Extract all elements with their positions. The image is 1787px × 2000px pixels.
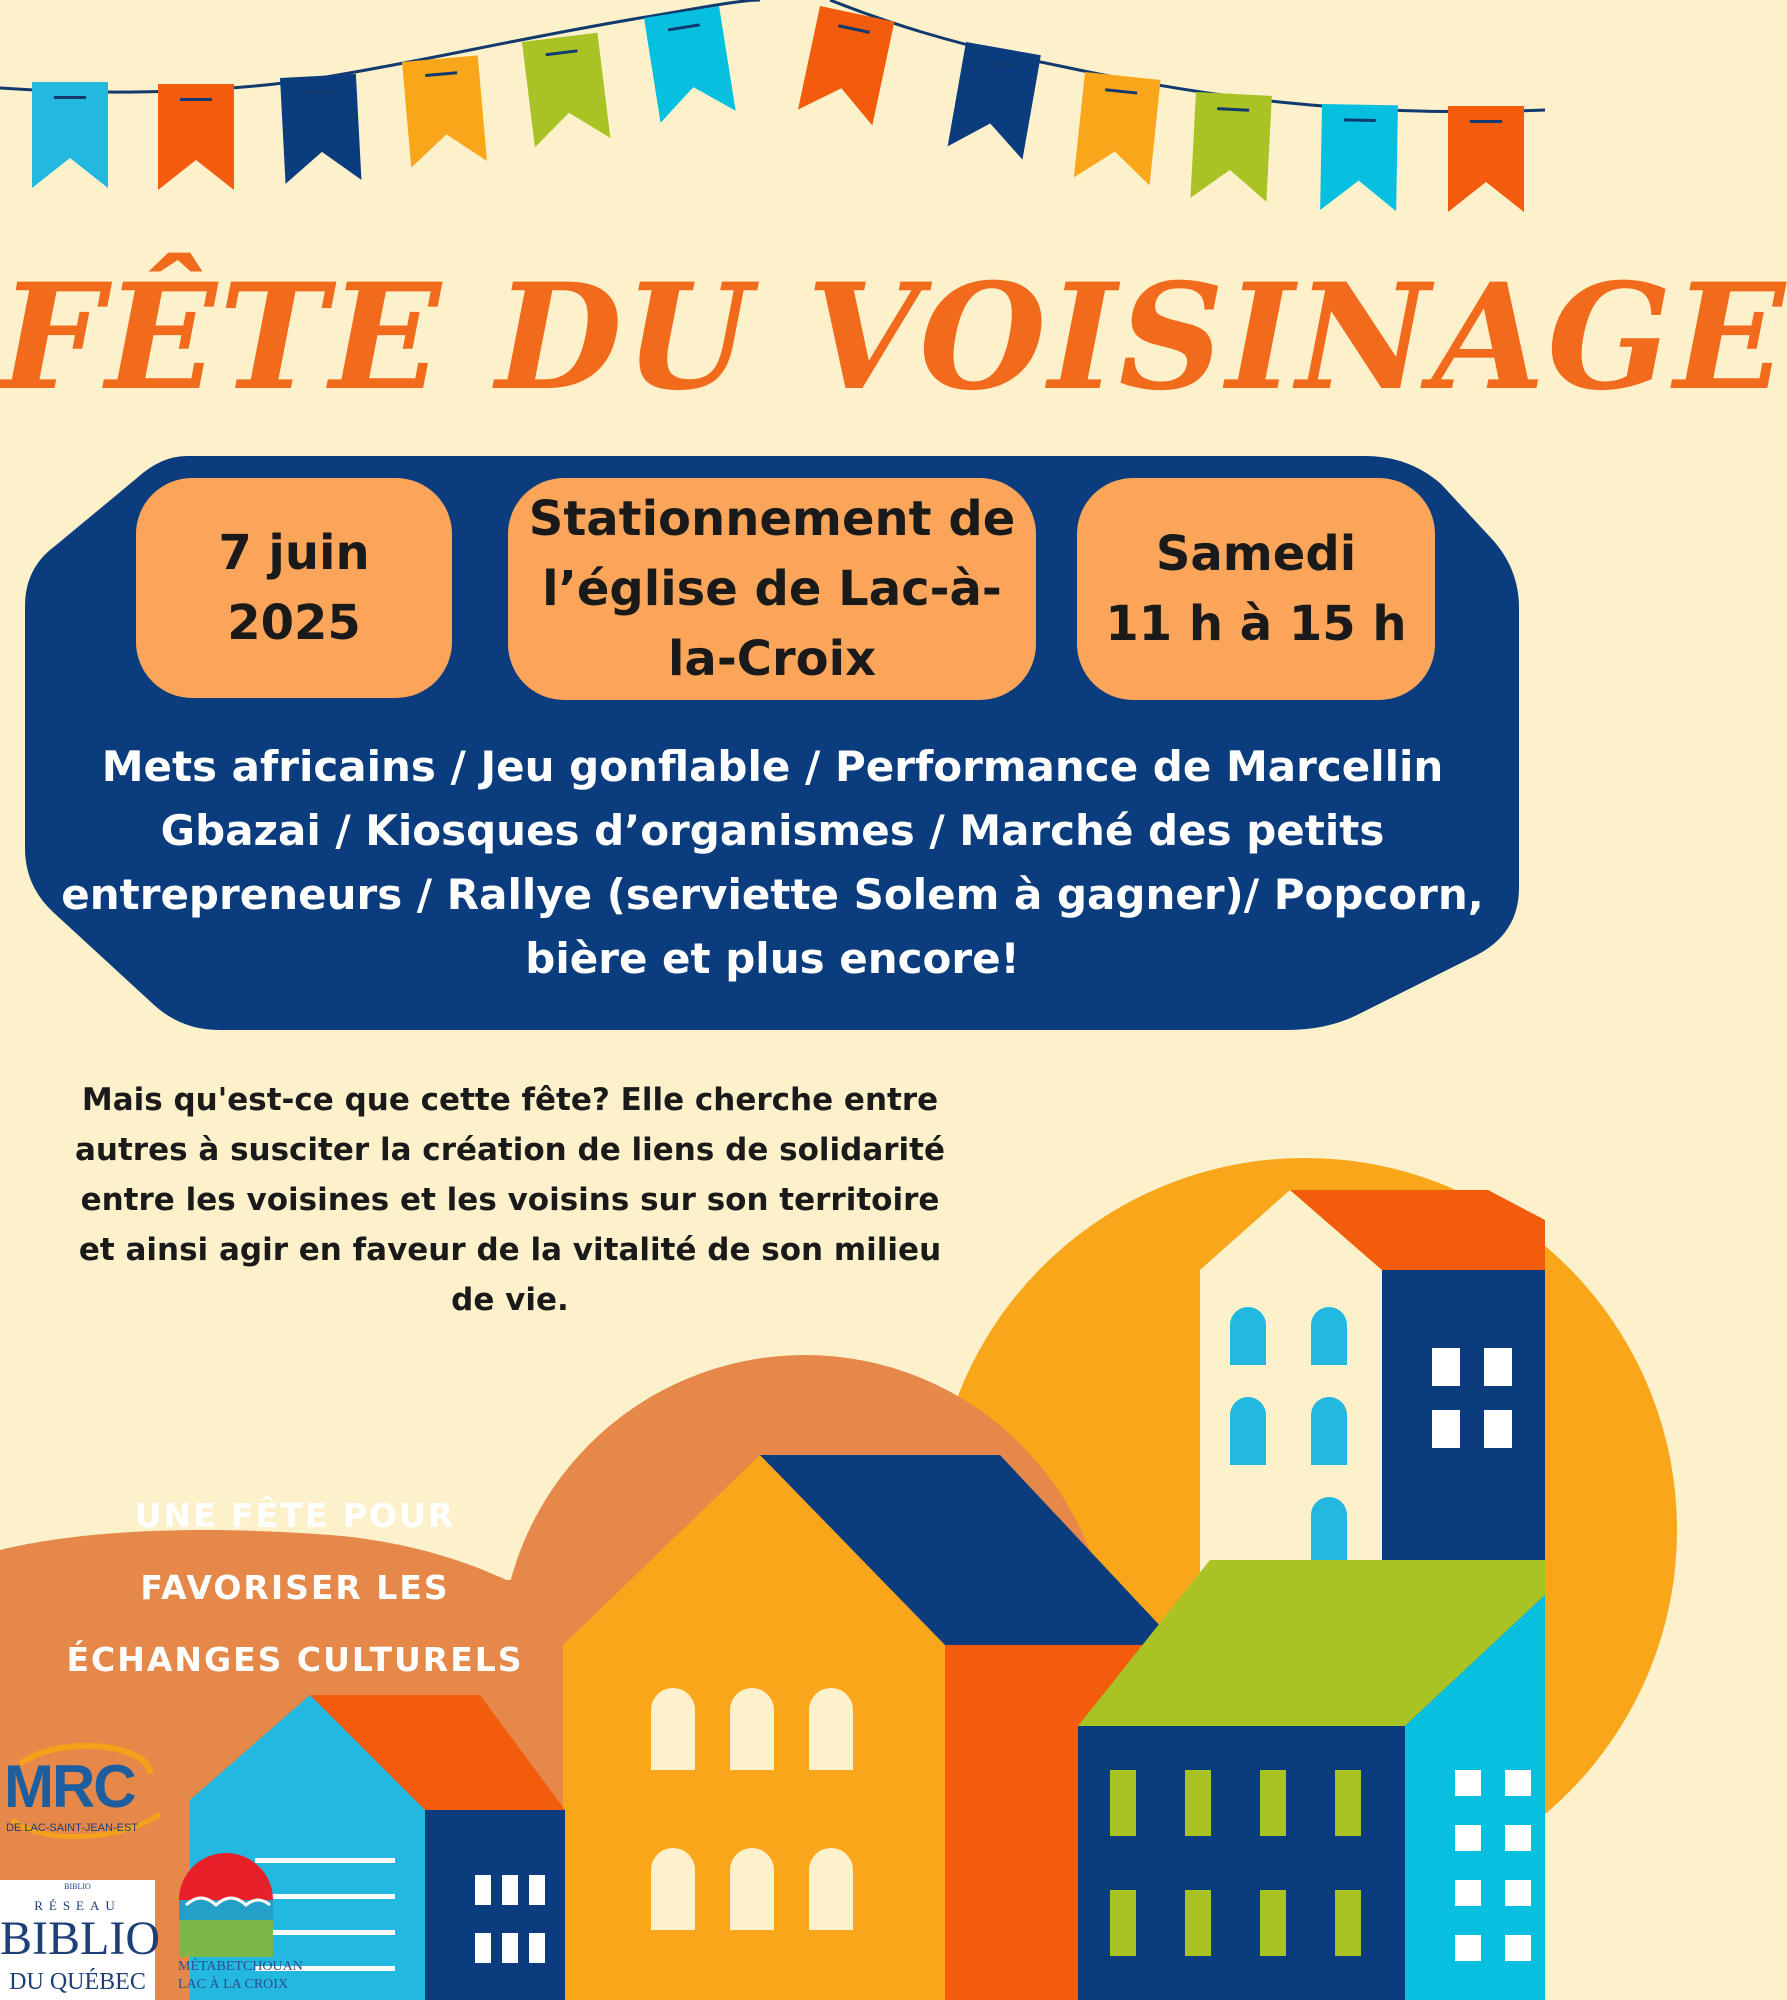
location-text: Stationnement de l’église de Lac-à- la-Croix [528, 491, 1016, 687]
biblio-region: DU QUÉBEC [9, 1969, 146, 1995]
bunting-flag-stitch [1344, 118, 1376, 122]
slogan-line-3: ÉCHANGES CULTURELS [66, 1640, 524, 1679]
mrc-subtitle: DE LAC-SAINT-JEAN-EST [6, 1822, 139, 1834]
slogan [15, 1480, 575, 1696]
bunting-flag-stitch [54, 96, 86, 99]
mrc-name: MRC [4, 1753, 135, 1820]
mrc-logo [0, 1752, 180, 1847]
bunting-decoration [0, 0, 1545, 230]
bunting-flag [1074, 72, 1161, 185]
metabetchouan-emblem-icon [176, 1845, 276, 1960]
bunting-flag [522, 33, 610, 147]
slogan-line-2: FAVORISER LES [140, 1568, 450, 1607]
biblio-top-mark: BIBLIO [64, 1882, 91, 1891]
slogan-line-1: UNE FÊTE POUR [134, 1496, 456, 1535]
bunting-flag [402, 55, 487, 167]
bunting-flag [644, 6, 736, 123]
time-badge [1077, 478, 1435, 700]
location-badge [508, 478, 1036, 700]
bunting-flag-stitch [1470, 120, 1502, 123]
event-title: FÊTE DU VOISINAGE [0, 252, 1787, 423]
date-text: 7 juin 2025 [218, 525, 370, 651]
biblio-name: BIBLIO [0, 1912, 160, 1965]
bunting-flag-stitch [180, 98, 212, 101]
date-badge [136, 478, 452, 698]
biblio-reseau: RÉSEAU [34, 1898, 121, 1913]
about-paragraph: Mais qu'est-ce que cette fête? Elle cherche entre autres à susciter la création de liens de solidarité entre les voisines et les voisins sur son territoire et ainsi agir en faveur de la vitalité de son milieu de vie. [75, 1082, 945, 1318]
time-text: Samedi 11 h à 15 h [1105, 526, 1407, 652]
bunting-flag [948, 42, 1041, 160]
activities-list: Mets africains / Jeu gonflable / Performance de Marcellin Gbazai / Kiosques d’organismes / Marché des petits entrepreneurs / Rallye (serviette Solem à gagner)/ Popcorn, bière et plus encore! [61, 742, 1484, 983]
bunting-flag [798, 6, 894, 125]
biblio-logo [0, 1880, 160, 2000]
metabetchouan-name: MÉTABETCHOUAN LAC À LA CROIX [178, 1959, 303, 1992]
